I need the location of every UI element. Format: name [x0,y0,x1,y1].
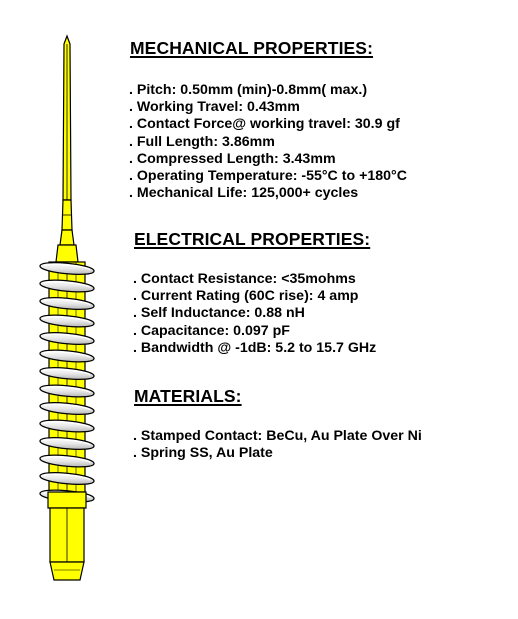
current-rating-item: . Current Rating (60C rise): 4 amp [133,288,359,305]
pitch-item: . Pitch: 0.50mm (min)-0.8mm( max.) [129,82,368,98]
stamped-contact-item: . Stamped Contact: BeCu, Au Plate Over Ni [133,428,422,444]
materials-list [133,428,422,462]
contact-resistance-item: . Contact Resistance: <35mohms [133,271,356,287]
self-inductance-item: . Self Inductance: 0.88 nH [133,305,305,322]
capacitance-item: . Capacitance: 0.097 pF [133,322,290,339]
compressed-length-item: . Compressed Length: 3.43mm [129,150,336,167]
spring-material-item: . Spring SS, Au Plate [133,445,273,462]
contact-force-item: . Contact Force@ working travel: 30.9 gf [129,116,400,133]
lower-plunger [48,492,86,580]
electrical-properties-list [133,271,376,357]
working-travel-item: . Working Travel: 0.43mm [129,99,300,116]
mechanical-life-item: . Mechanical Life: 125,000+ cycles [129,185,359,202]
mechanical-properties-heading: MECHANICAL PROPERTIES: [130,38,374,58]
upper-shoulder [56,245,78,262]
electrical-properties-heading: ELECTRICAL PROPERTIES: [134,229,371,249]
top-plunger [60,36,74,245]
full-length-item: . Full Length: 3.86mm [129,133,275,150]
materials-heading: MATERIALS: [134,386,242,406]
spring-probe-pin-illustration [0,0,110,619]
mechanical-properties-list [129,82,407,202]
bandwidth-item: . Bandwidth @ -1dB: 5.2 to 15.7 GHz [133,339,377,356]
operating-temperature-item: . Operating Temperature: -55°C to +180°C [129,168,407,185]
